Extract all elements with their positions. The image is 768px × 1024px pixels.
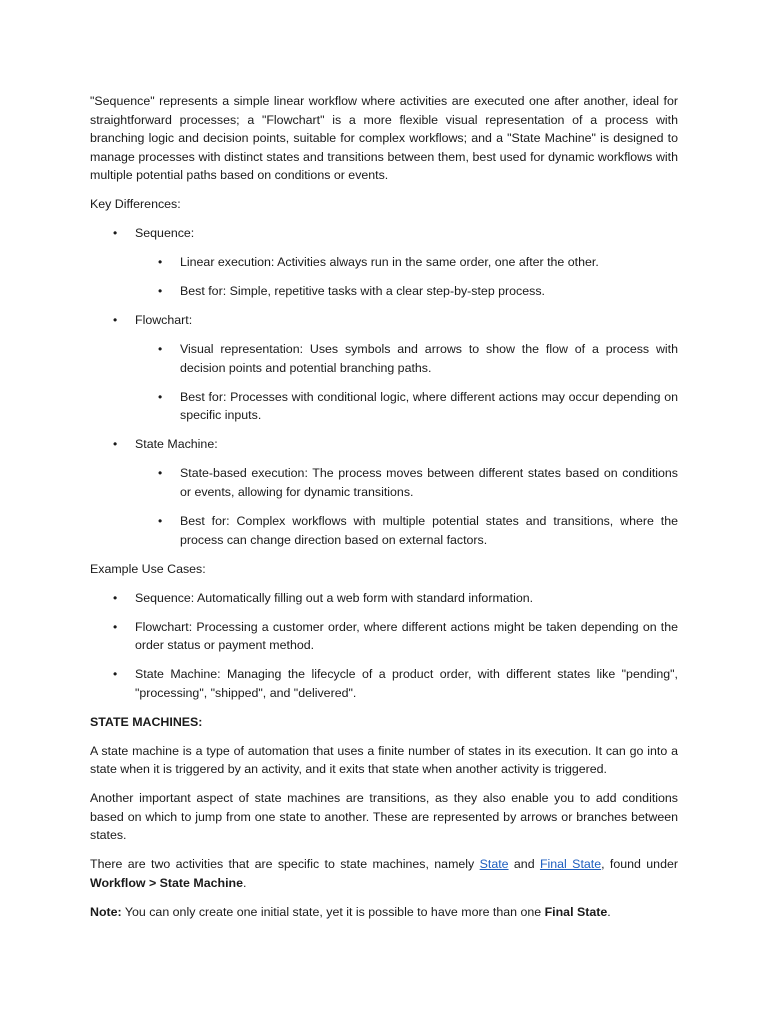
menu-path: Workflow > State Machine (90, 876, 243, 891)
text-run: and (508, 857, 540, 872)
sublist-item: • State-based execution: The process moves between different states based on conditions or events, allowing for dynamic transitions. (135, 464, 678, 501)
key-differences-heading: Key Differences: (90, 197, 181, 212)
sublist (135, 253, 678, 301)
activities-paragraph (90, 855, 678, 892)
note-label: Note: (90, 905, 122, 920)
sublist (135, 340, 678, 425)
sublist-item: • Best for: Complex workflows with multiple potential states and transitions, where the process can change direction based on external factors. (135, 512, 678, 549)
text-run: , found under (601, 857, 678, 872)
state-link[interactable]: State (479, 857, 509, 872)
sublist-item: • Best for: Processes with conditional logic, where different actions may occur depending on specific inputs. (135, 388, 678, 425)
section-title: STATE MACHINES: (90, 714, 203, 729)
final-state-term: Final State (544, 905, 608, 920)
sublist (135, 464, 678, 549)
state-machine-definition: A state machine is a type of automation that uses a finite number of states in its execution. It can go into a state when it is triggered by an activity, and it exits that state when another activity is triggered. (90, 743, 678, 777)
list-item-label: State Machine: (135, 437, 218, 452)
list-item-label: Flowchart: (135, 313, 193, 328)
text-run: There are two activities that are specific to state machines, namely (90, 857, 480, 872)
transitions-paragraph: Another important aspect of state machines are transitions, as they also enable you to add conditions based on which to jump from one state to another. These are represented by arrows or branches between states. (90, 791, 678, 843)
document-page (90, 92, 678, 932)
note-paragraph (90, 903, 678, 922)
key-differences-list (90, 224, 678, 549)
list-item (90, 435, 678, 549)
list-item: • State Machine: Managing the lifecycle of a product order, with different states like "pending", "processing", "shipped", and "delivered". (90, 665, 678, 702)
intro-paragraph: "Sequence" represents a simple linear workflow where activities are executed one after another, ideal for straightforward processes; a "Flowchart" is a more flexible visual representation of a process with branching logic and decision points, suitable for complex workflows; and a "State Machine" is designed to manage processes with distinct states and transitions between them, best used for dynamic workflows with multiple potential paths based on conditions or events. (90, 94, 678, 183)
sublist-item: • Linear execution: Activities always run in the same order, one after the other. (135, 253, 678, 272)
list-item (90, 311, 678, 425)
list-item: • Sequence: Automatically filling out a web form with standard information. (90, 589, 678, 608)
sublist-item: • Best for: Simple, repetitive tasks with a clear step-by-step process. (135, 282, 678, 301)
final-state-link[interactable]: Final State (539, 857, 602, 872)
text-run: . (242, 876, 247, 891)
list-item-label: Sequence: (135, 226, 195, 241)
text-run: . (607, 905, 611, 920)
text-run: You can only create one initial state, yet it is possible to have more than one (121, 905, 545, 920)
list-item (90, 224, 678, 301)
use-cases-heading: Example Use Cases: (90, 561, 206, 576)
sublist-item: • Visual representation: Uses symbols and arrows to show the flow of a process with decision points and potential branching paths. (135, 340, 678, 377)
list-item: • Flowchart: Processing a customer order, where different actions might be taken depending on the order status or payment method. (90, 618, 678, 655)
use-cases-list (90, 589, 678, 703)
state-machines-heading (90, 713, 678, 732)
